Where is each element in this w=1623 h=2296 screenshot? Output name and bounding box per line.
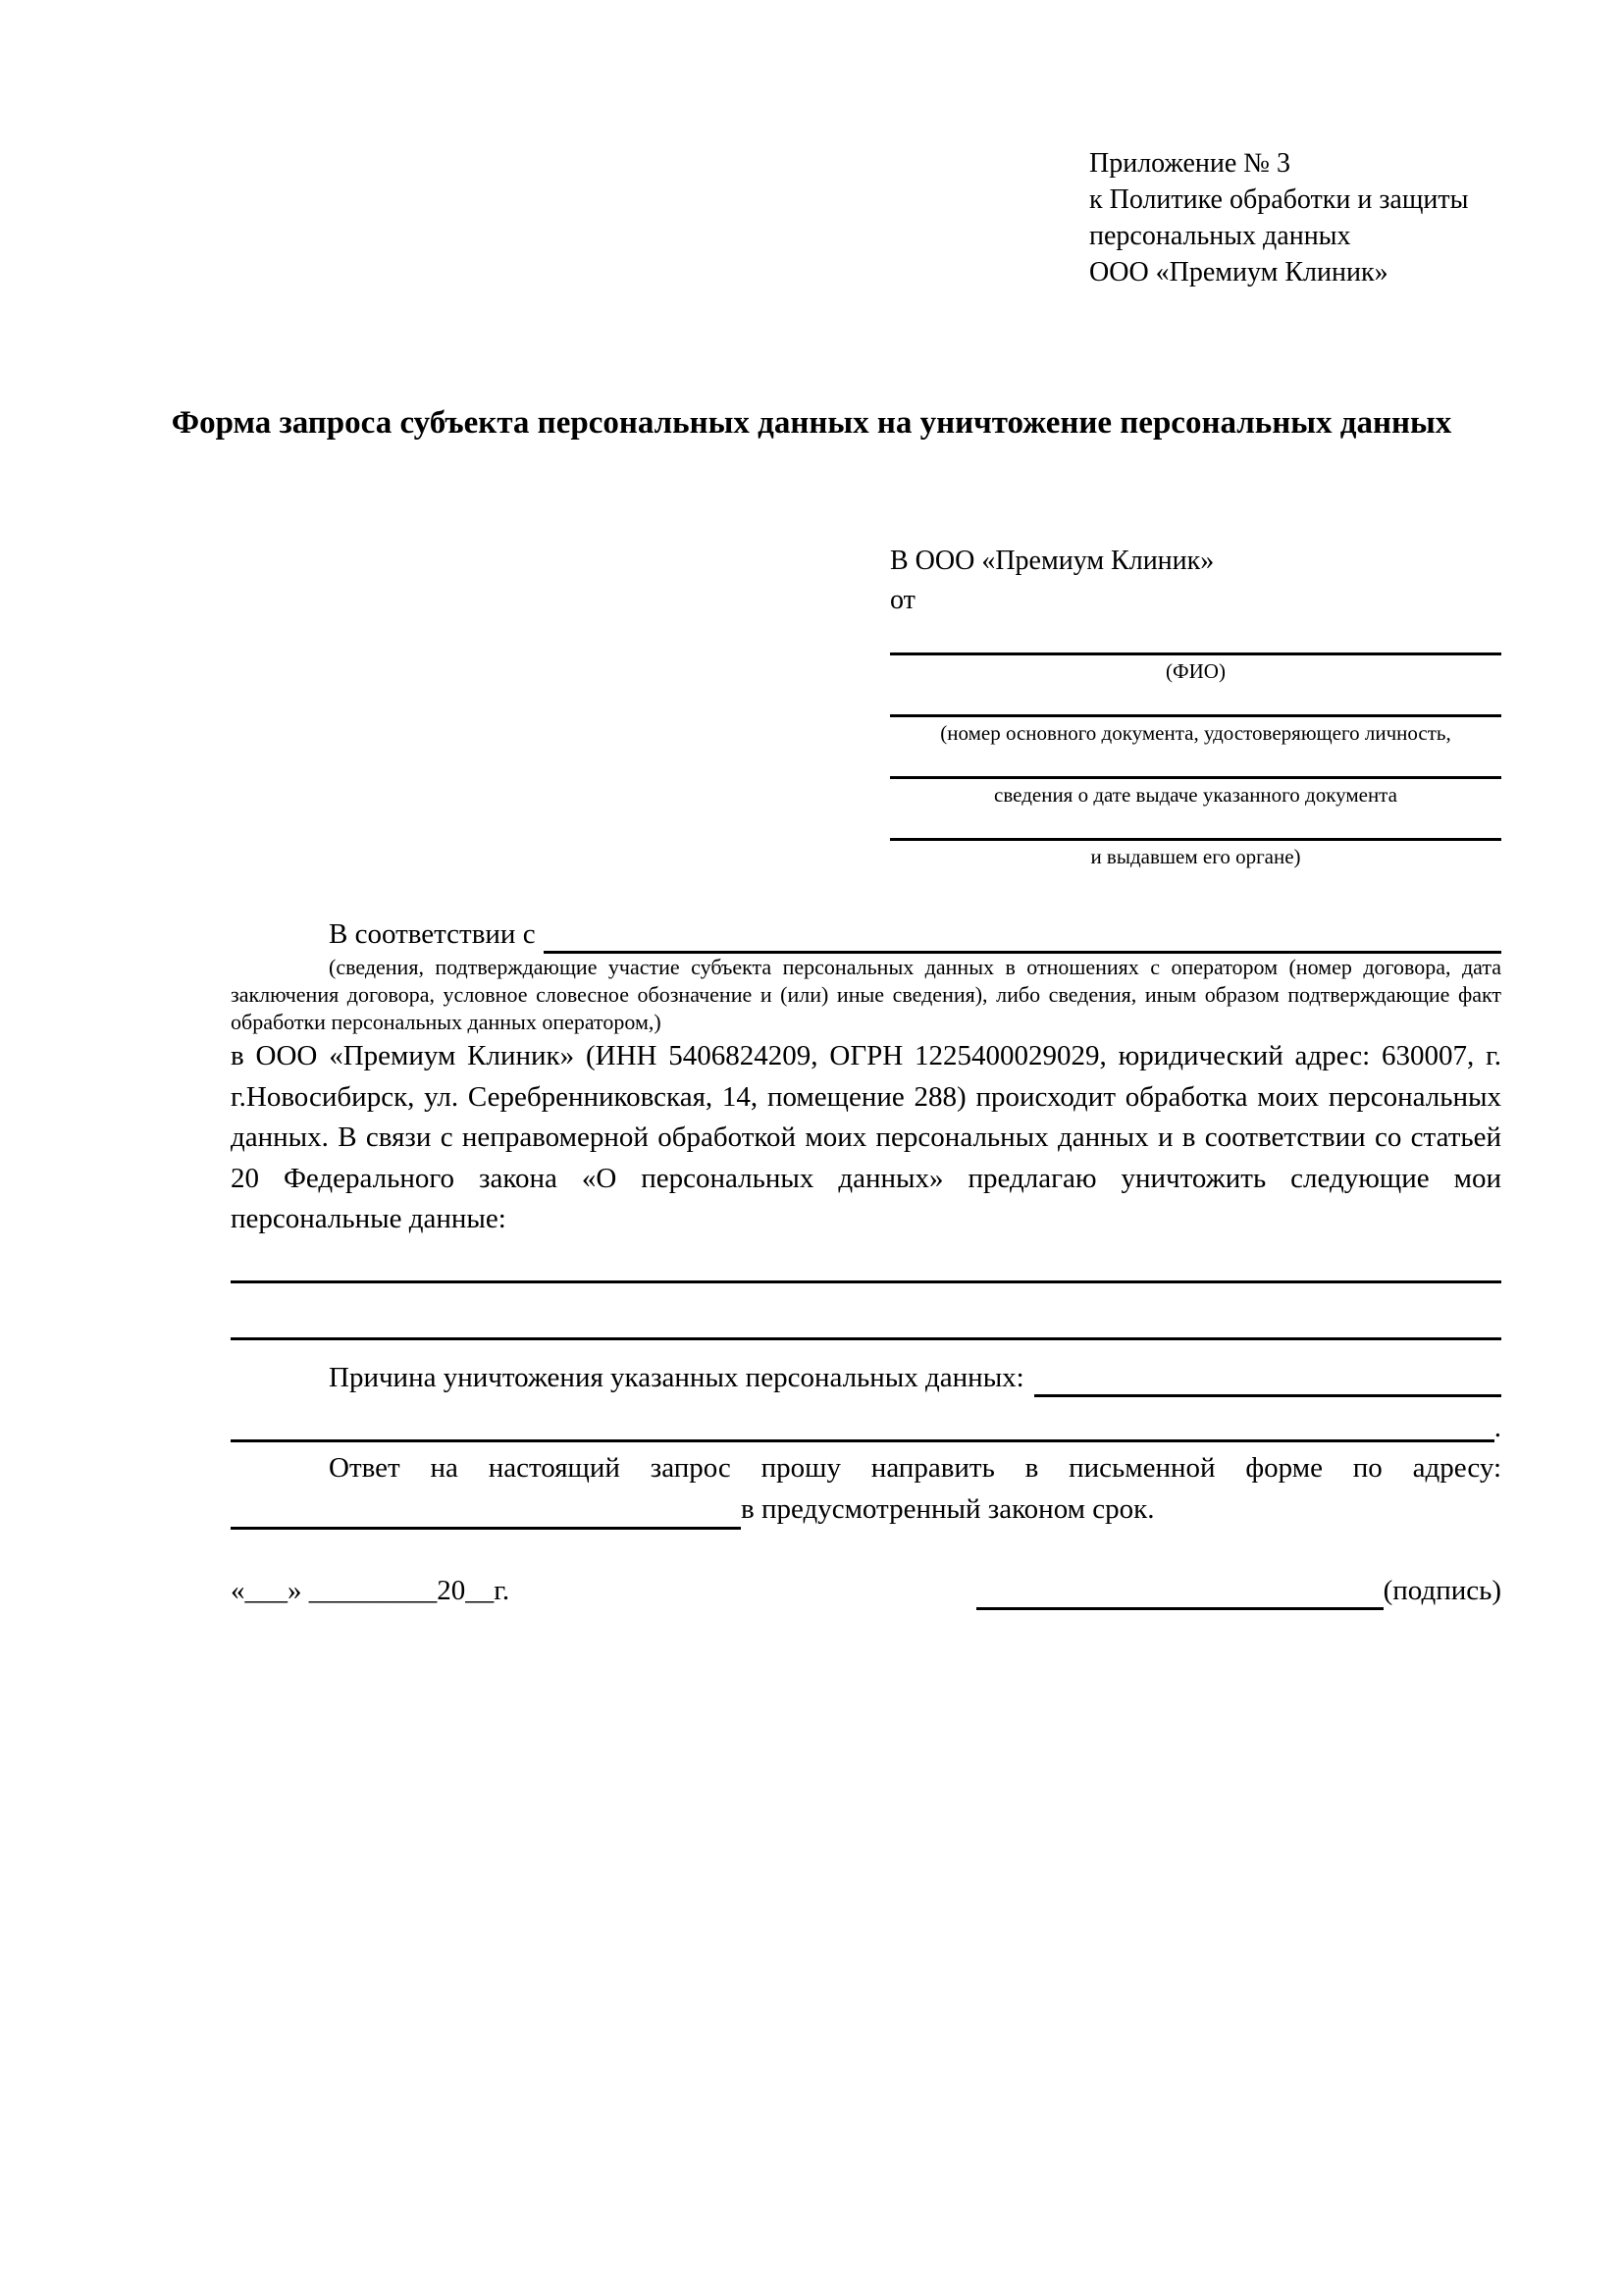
issuing-authority-caption: и выдавшем его органе) [1090, 845, 1301, 868]
signature-blank-line [976, 1577, 1384, 1610]
reason-label: Причина уничтожения указанных персональных данных: [329, 1361, 1024, 1393]
issue-date-caption: сведения о дате выдаче указанного документа [994, 783, 1397, 807]
response-sentence: Ответ на настоящий запрос прошу направить в письменной форме по адресу: [329, 1451, 1501, 1484]
policy-reference-line-2: персональных данных [1089, 221, 1351, 251]
fio-caption: (ФИО) [1166, 659, 1226, 683]
appendix-number: Приложение № 3 [1089, 148, 1290, 179]
issue-date-blank-line [890, 746, 1501, 779]
response-suffix: в предусмотренный законом срок. [741, 1493, 1155, 1525]
fio-blank-line [890, 620, 1501, 655]
signature-group [976, 1571, 1501, 1610]
address-blank-line [231, 1494, 741, 1530]
issuing-authority-field [890, 808, 1501, 869]
identity-document-blank-line [890, 684, 1501, 717]
issuing-authority-blank-line [890, 808, 1501, 841]
addressee-to: В ООО «Премиум Клиник» [890, 546, 1215, 576]
signature-caption: (подпись) [1383, 1575, 1501, 1606]
addressee-from-label: от [890, 585, 916, 615]
appendix-header [1089, 145, 1501, 290]
identity-document-caption: (номер основного документа, удостоверяющего личность, [940, 721, 1451, 745]
address-row [231, 1488, 1501, 1530]
reason-blank-line [1034, 1364, 1501, 1397]
data-blank-line-1 [231, 1240, 1501, 1283]
reason-blank-line-2 [231, 1397, 1494, 1442]
accordance-lead: В соответствии с [329, 918, 536, 950]
reason-row [231, 1358, 1501, 1397]
signature-row [231, 1571, 1501, 1610]
accordance-note: (сведения, подтверждающие участие субъекта персональных данных в отношениях с оператором (номер договора, дата заключения договора, условное словесное обозначение и (или) иные сведения), либо сведения, иным образом подтверждающие факт обработки персональных данных оператором,) [231, 955, 1501, 1034]
policy-reference-line-1: к Политике обработки и защиты [1089, 184, 1469, 215]
date-blank: «___» _________20__г. [231, 1575, 510, 1606]
data-blank-line-2 [231, 1283, 1501, 1340]
identity-document-field [890, 684, 1501, 746]
document-title: Форма запроса субъекта персональных данных на уничтожение персональных данных [171, 405, 1452, 441]
addressee-block [890, 542, 1501, 869]
main-paragraph: в ООО «Премиум Клиник» (ИНН 5406824209, ОГРН 1225400029029, юридический адрес: 630007, г. г.Новосибирск, ул. Серебренниковская, 14, помещение 288) происходит обработка моих персональных данных. В связи с неправомерной обработкой моих персональных данных и в соответствии со статьей 20 Федерального закона «О персональных данных» предлагаю уничтожить следующие мои персональные данные: [231, 1040, 1501, 1234]
company-name: ООО «Премиум Клиник» [1089, 257, 1388, 287]
issue-date-field [890, 746, 1501, 808]
accordance-row [231, 914, 1501, 954]
line-terminator: . [1493, 1411, 1501, 1443]
reason-continuation-row [231, 1397, 1501, 1442]
accordance-blank-line [544, 920, 1501, 954]
fio-field [890, 620, 1501, 684]
